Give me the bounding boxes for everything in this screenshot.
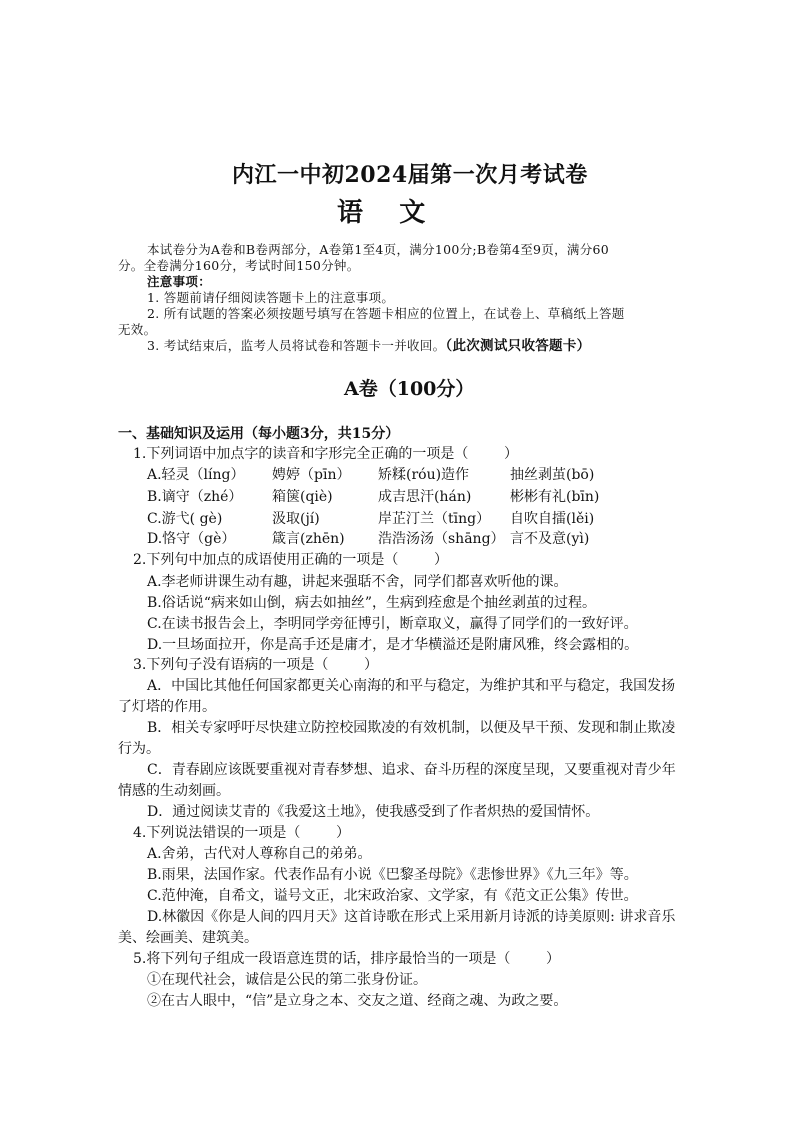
q1-b-word-4: 彬彬有礼(bīn) xyxy=(510,489,600,505)
q5-sentence-1: ①在现代社会，诚信是公民的第二张身份证。 xyxy=(147,972,427,988)
section-a-title: A卷（100分） xyxy=(344,378,475,400)
intro-line-1: 本试卷分为A卷和B卷两部分，A卷第1至4页，满分100分;B卷第4至9页，满分60 xyxy=(147,242,610,257)
q4-option-c: C.范仲淹，自希文，谥号文正，北宋政治家、文学家，有《范文正公集》传世。 xyxy=(147,888,638,904)
q1-d-word-3: 浩浩汤汤（shāng） xyxy=(378,531,505,547)
q1-c-word-1: C.游弋( gè) xyxy=(147,511,223,527)
q1-a-word-2: 娉婷（pīn） xyxy=(272,467,351,483)
notice-item-3 xyxy=(147,334,590,354)
q4-option-d: D.林徽因《你是人间的四月天》这首诗歌在形式上采用新月诗派的诗美原则: 讲求音乐 xyxy=(147,909,676,925)
q1-option-d xyxy=(0,528,794,548)
q5-sentence-2: ②在古人眼中，“信”是立身之本、交友之道、经商之魂、为政之要。 xyxy=(147,993,568,1009)
q1-c-word-2: 汲取(jí) xyxy=(272,511,320,527)
q1-option-c xyxy=(0,508,794,528)
q1-d-word-2: 箴言(zhēn) xyxy=(272,531,345,547)
q3-option-c: C．青春剧应该既要重视对青春梦想、追求、奋斗历程的深度呈现，又要重视对青少年 xyxy=(147,762,676,778)
notice-item-2: 2. 所有试题的答案必须按题号填写在答题卡相应的位置上，在试卷上、草稿纸上答题 xyxy=(147,306,625,321)
q5-stem: 5.将下列句子组成一段语意连贯的话，排序最恰当的一项是（ ） xyxy=(133,951,560,967)
exam-title: 内江一中初2024届第一次月考试卷 xyxy=(232,162,588,188)
q2-option-b: B.俗话说“病来如山倒，病去如抽丝”，生病到痊愈是个抽丝剥茧的过程。 xyxy=(147,595,597,611)
q1-b-word-2: 箱箧(qiè) xyxy=(272,489,333,505)
q4-option-b: B.雨果，法国作家。代表作品有小说《巴黎圣母院》《悲惨世界》《九三年》等。 xyxy=(147,867,638,883)
q3-option-a-cont: 了灯塔的作用。 xyxy=(118,699,216,715)
q1-a-word-3: 矫糅(róu)造作 xyxy=(378,467,470,483)
intro-line-2: 分。全卷满分160分，考试时间150分钟。 xyxy=(118,258,360,273)
q3-option-b-cont: 行为。 xyxy=(118,741,160,757)
notice-heading: 注意事项： xyxy=(147,274,212,289)
notice-item-2-cont: 无效。 xyxy=(118,322,157,337)
q1-b-word-1: B.谪守（zhé） xyxy=(147,489,243,505)
notice-item-1: 1. 答题前请仔细阅读答题卡上的注意事项。 xyxy=(147,290,395,305)
q1-b-word-3: 成吉思汗(hán) xyxy=(378,489,472,505)
q3-stem: 3.下列句子没有语病的一项是（ ） xyxy=(133,657,378,673)
q1-option-b xyxy=(0,486,794,506)
q3-option-c-cont: 情感的生动刻画。 xyxy=(118,783,230,799)
notice-item-3-text: 3. 考试结束后，监考人员将试卷和答题卡一并收回。 xyxy=(147,338,446,353)
q3-option-a: A．中国比其他任何国家都更关心南海的和平与稳定，为维护其和平与稳定，我国发扬 xyxy=(147,678,676,694)
q1-a-word-1: A.轻灵（líng） xyxy=(147,467,245,483)
q1-c-word-3: 岸芷汀兰（tīng） xyxy=(378,511,491,527)
q3-option-d: D．通过阅读艾青的《我爱这土地》，使我感受到了作者炽热的爱国情怀。 xyxy=(147,804,600,820)
q2-option-d: D.一旦场面拉开，你是高手还是庸才，是才华横溢还是附庸风雅，终会露相的。 xyxy=(147,637,639,653)
subject-title: 语 文 xyxy=(337,198,426,228)
q1-stem: 1.下列词语中加点字的读音和字形完全正确的一项是（ ） xyxy=(133,446,518,462)
q2-stem: 2.下列句中加点的成语使用正确的一项是（ ） xyxy=(133,552,448,568)
q1-option-a xyxy=(0,464,794,484)
q1-d-word-4: 言不及意(yì) xyxy=(510,531,590,547)
q4-option-d-cont: 美、绘画美、建筑美。 xyxy=(118,930,258,946)
q1-a-word-4: 抽丝剥茧(bō) xyxy=(510,467,595,483)
part1-heading: 一、基础知识及运用（每小题3分，共15分） xyxy=(118,426,400,442)
q4-option-a: A.舍弟，古代对人尊称自己的弟弟。 xyxy=(147,846,372,862)
q2-option-a: A.李老师讲课生动有趣，讲起来强聒不舍，同学们都喜欢听他的课。 xyxy=(147,574,568,590)
q2-option-c: C.在读书报告会上，李明同学旁征博引，断章取义，赢得了同学们的一致好评。 xyxy=(147,616,638,632)
q1-d-word-1: D.恪守（gè） xyxy=(147,531,236,547)
notice-item-3-bold: （此次测试只收答题卡） xyxy=(445,338,591,354)
q4-stem: 4.下列说法错误的一项是（ ） xyxy=(133,825,350,841)
q1-c-word-4: 自吹自擂(lěi) xyxy=(510,511,595,527)
q3-option-b: B．相关专家呼吁尽快建立防控校园欺凌的有效机制，以便及早干预、发现和制止欺凌 xyxy=(147,720,676,736)
